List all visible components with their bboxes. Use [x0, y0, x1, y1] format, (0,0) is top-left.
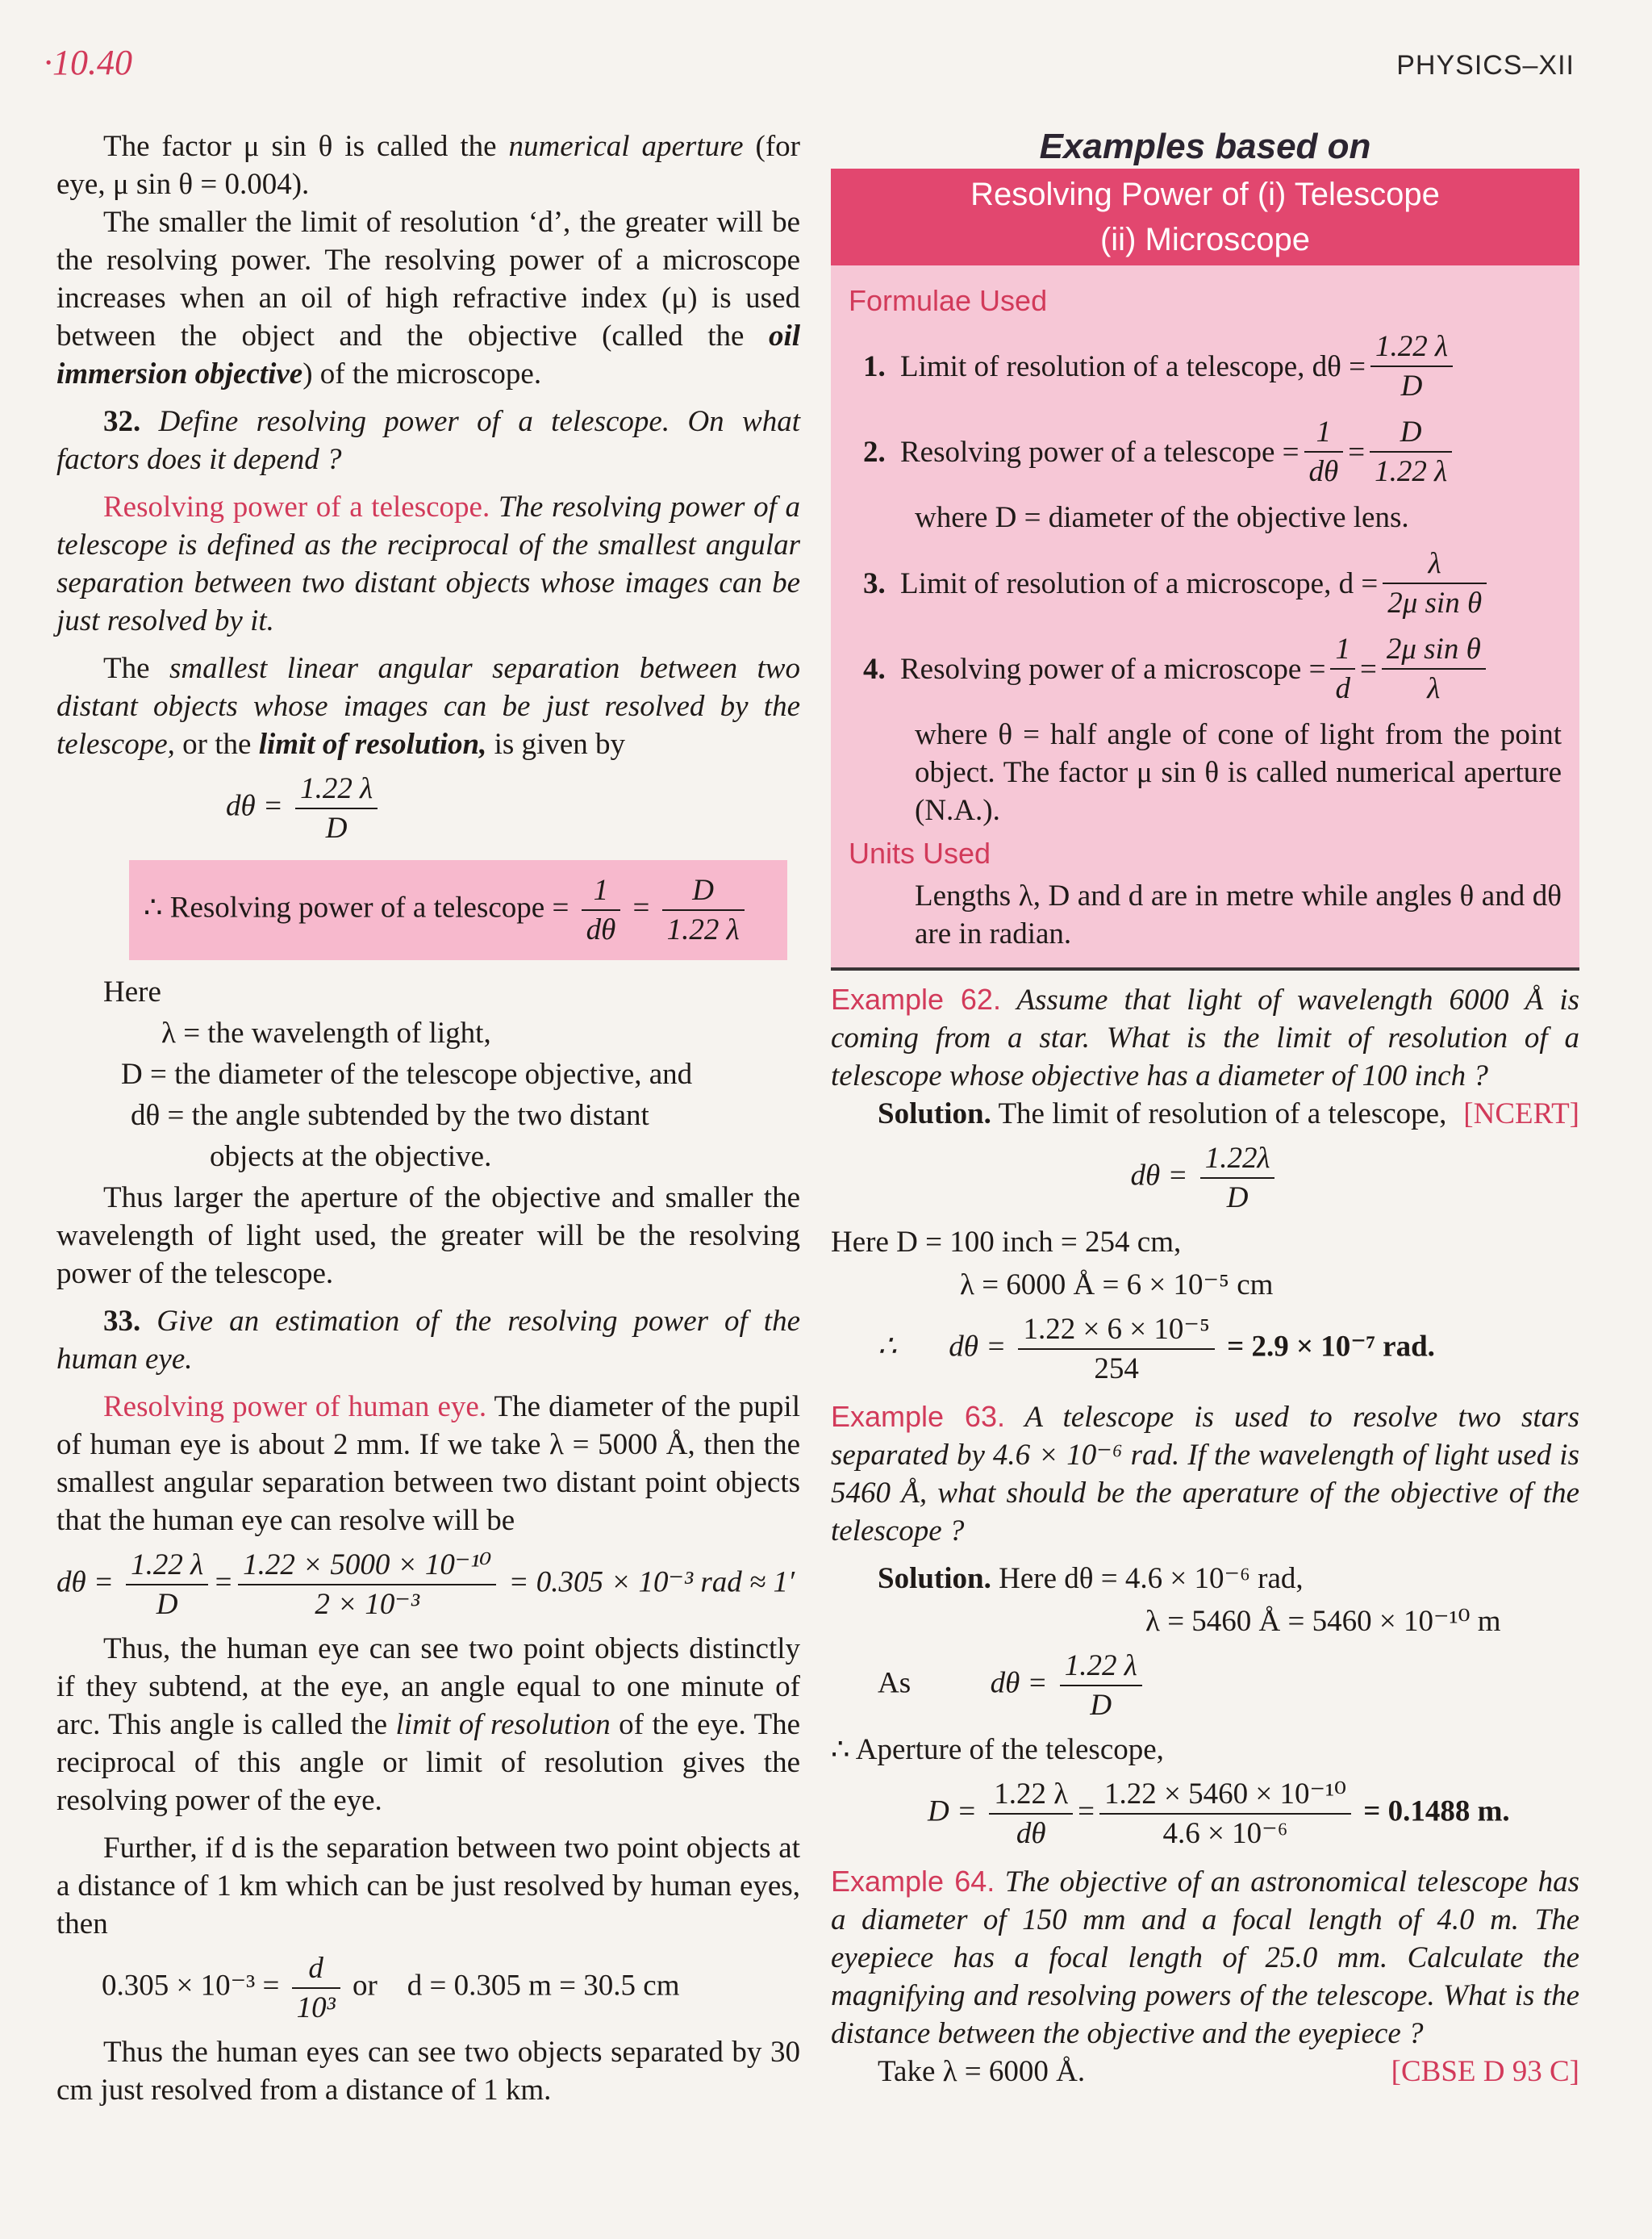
example-63-aperture-label: ∴ Aperture of the telescope,: [831, 1733, 1164, 1766]
paragraph-conclusion: Thus the human eyes can see two objects separated by 30 cm just resolved from a distance of 1 km.: [56, 2036, 800, 2107]
example-63-wavelength: λ = 5460 Å = 5460 × 10⁻¹⁰ m: [1145, 1605, 1501, 1638]
definition-item: objects at the objective.: [210, 1140, 492, 1173]
formula-number: 4.: [863, 652, 886, 686]
example-63-solution: Solution. Here dθ = 4.6 × 10⁻⁶ rad,: [878, 1562, 1304, 1595]
paragraph-further: Further, if d is the separation between two point objects at a distance of 1 km which can be just resolved by human eyes, then: [56, 1832, 800, 1940]
paragraph-one-minute-arc: Thus, the human eye can see two point objects distinctly if they subtend, at the eye, an angle equal to one minute of arc. This angle is called the limit of resolution of the eye. The reciprocal of this angle or limit of resolution gives the resolving power of the eye.: [56, 1632, 800, 1817]
equation-limit-telescope: dθ = $\frac{1.22 \lambda}{D}$: [226, 770, 800, 847]
paragraph-larger-aperture: Thus larger the aperture of the objective and smaller the wavelength of light used, the greater will be the resolving power of the telescope.: [56, 1181, 800, 1290]
examples-banner: [831, 169, 1579, 265]
example-64-take: Take λ = 6000 Å. [CBSE D 93 C]: [878, 2055, 1579, 2088]
example-63-result: D = $\frac{1.22 \lambda}{d\theta}$ = $\frac{\text{1.22 × 5460 × 10⁻¹⁰}}{\text{4.6 × 10⁻⁶}}$ = 0.1488 m.: [928, 1775, 1579, 1853]
example-62: Example 62. Assume that light of wavelength 6000 Å is coming from a star. What is the limit of resolution of a telescope whose objective has a diameter of 100 inch ? [NCERT]: [831, 983, 1579, 1130]
formula-2: 2. Resolving power of a telescope = $\frac{1}{d\theta}$ = $\frac{D}{1.22 \lambda}$: [863, 413, 1562, 491]
formula-1: 1. Limit of resolution of a telescope, dθ = $\frac{1.22 \lambda}{D}$: [863, 328, 1562, 405]
formulae-box: [831, 265, 1579, 971]
formula-number: 3.: [863, 566, 886, 600]
examples-box-title: Examples based on: [1039, 127, 1371, 166]
example-62-given-wavelength: λ = 6000 Å = 6 × 10⁻⁵ cm: [960, 1268, 1274, 1301]
paragraph-limit-resolution: The smaller the limit of resolution ‘d’, the greater will be the resolving power. The resolving power of a microscope increases when an oil of high refractive index (μ) is used between the object and the objective (called the oil immersion objective) of the microscope.: [56, 206, 800, 391]
units-text: Lengths λ, D and d are in metre while angles θ and dθ are in radian.: [915, 879, 1562, 950]
formula-number: 2.: [863, 435, 886, 469]
formulae-heading: Formulae Used: [849, 284, 1048, 317]
symbol-definitions: [121, 1014, 800, 1176]
example-62-solution: Solution. The limit of resolution of a telescope,: [878, 1097, 1447, 1130]
example-63: Example 63. A telescope is used to resolve two stars separated by 4.6 × 10⁻⁶ rad. If the wavelength of light used is 5460 Å, what should be the aperature of the objective of the telescope ?: [831, 1400, 1579, 1548]
left-column: [56, 127, 800, 2109]
example-62-result: ∴ dθ = $\frac{\text{1.22 × 6 × 10⁻⁵}}{254}$ = 2.9 × 10⁻⁷ rad.: [878, 1310, 1579, 1388]
formula-number: 1.: [863, 349, 886, 383]
definition-item: dθ = the angle subtended by the two distant: [131, 1099, 649, 1132]
banner-line: Resolving Power of (i) Telescope: [970, 177, 1440, 212]
formula-3: 3. Limit of resolution of a microscope, d = $\frac{\lambda}{\text{2μ sin θ}}$: [863, 545, 1562, 622]
question-32: 32. Define resolving power of a telescope. On what factors does it depend ?: [56, 405, 800, 476]
telescope-rp-definition: Resolving power of a telescope. The resolving power of a telescope is defined as the reciprocal of the smallest angular separation between two distant objects whose images can be just resolved by it.: [56, 491, 801, 637]
here-label: Here: [103, 975, 161, 1009]
human-eye-paragraph: Resolving power of human eye. The diameter of the pupil of human eye is about 2 mm. If we take λ = 5000 Å, then the smallest angular separation between two distant point objects that the human eye can resolve will be: [56, 1390, 800, 1537]
question-33: 33. Give an estimation of the resolving power of the human eye.: [56, 1305, 800, 1376]
formula-2-note: where D = diameter of the objective lens.: [915, 501, 1409, 534]
paragraph-numerical-aperture: The factor μ sin θ is called the numerical aperture (for eye, μ sin θ = 0.004).: [56, 130, 800, 201]
equation-separation: 0.305 × 10⁻³ = $\frac{d}{\text{10³}}$ or d = 0.305 m = 30.5 cm: [102, 1949, 800, 2027]
formula-4-note: where θ = half angle of cone of light from the point object. The factor μ sin θ is called numerical aperture (N.A.).: [915, 718, 1562, 827]
units-heading: Units Used: [849, 837, 991, 870]
page-number: ·10.40: [44, 43, 132, 82]
banner-line: (ii) Microscope: [1099, 222, 1311, 257]
telescope-limit-paragraph: The smallest linear angular separation between two distant objects whose images can be just resolved by the telescope, or the limit of resolution, is given by: [56, 652, 800, 761]
example-62-formula: dθ = $\frac{1.22\lambda}{D}$: [831, 1139, 1579, 1217]
highlight-resolving-power: ∴ Resolving power of a telescope = $\frac{1}{d\theta}$ = $\frac{D}{1.22 \lambda}$: [129, 860, 787, 960]
running-head: PHYSICS–XII: [1396, 50, 1575, 81]
example-62-given-diameter: Here D = 100 inch = 254 cm,: [831, 1226, 1182, 1259]
formula-4: 4. Resolving power of a microscope = $\frac{1}{d}$ = $\frac{\text{2μ sin θ}}{\lambda}$: [863, 630, 1562, 708]
equation-human-eye: dθ = $\frac{1.22 \lambda}{D}$ = $\frac{\text{1.22 × 5000 × 10⁻¹⁰}}{\text{2 × 10⁻³}}$ = 0.305 × 10⁻³ rad ≈ 1′: [56, 1546, 800, 1623]
definition-item: λ = the wavelength of light,: [161, 1017, 491, 1050]
example-64: Example 64. The objective of an astronomical telescope has a diameter of 150 mm and a focal length of 4.0 m. The eyepiece has a focal length of 25.0 mm. Calculate the magnifying and resolving powers of the telescope. What is the distance between the objective and the eyepiece ?: [831, 1865, 1579, 2050]
right-column: [831, 127, 1579, 2091]
example-63-formula: As dθ = $\frac{1.22 \lambda}{D}$: [878, 1647, 1579, 1724]
definition-item: D = the diameter of the telescope objective, and: [121, 1058, 693, 1091]
